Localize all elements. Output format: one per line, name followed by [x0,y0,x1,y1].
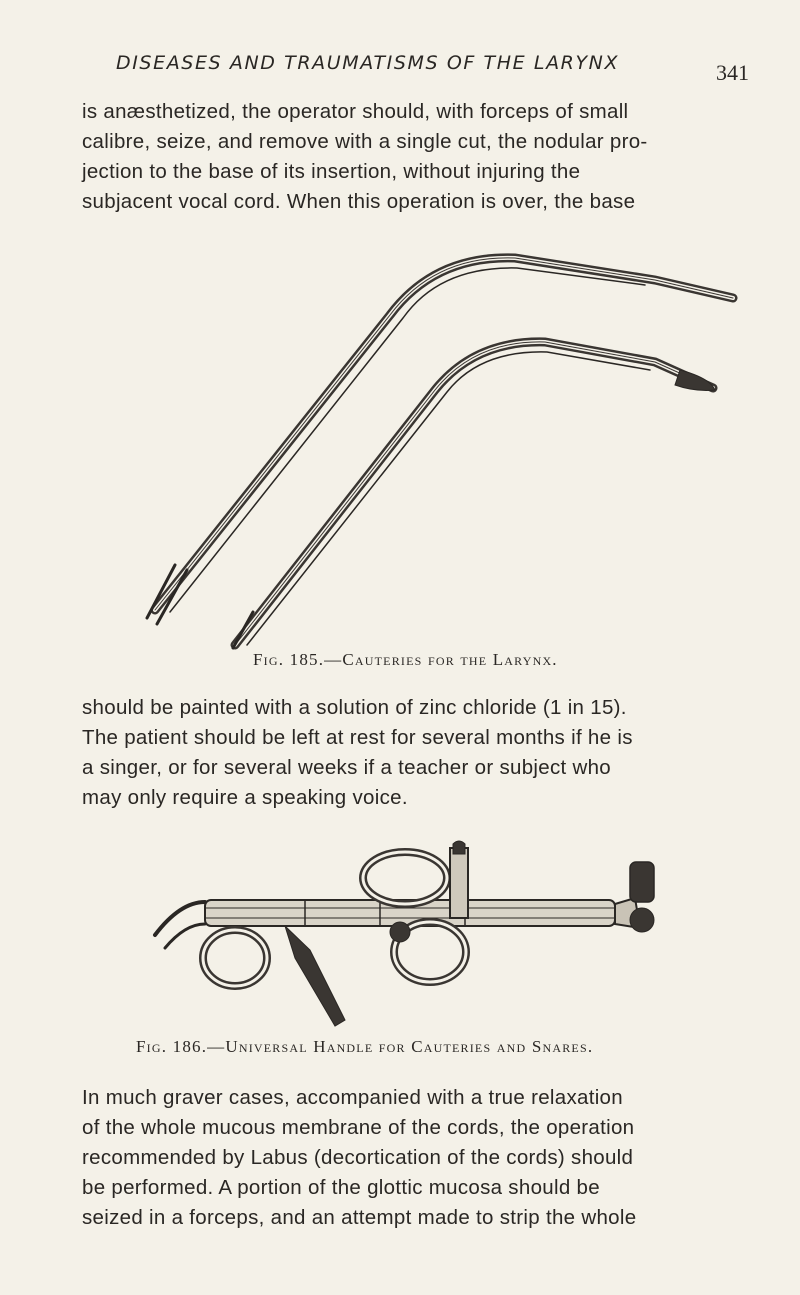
universal-handle-drawing [135,840,695,1035]
paragraph-2 [82,693,742,813]
paragraph-line: recommended by Labus (decortication of the cords) should [82,1146,634,1169]
paragraph-line: a singer, or for several weeks if a teacher or subject who [82,756,612,779]
paragraph-line: In much graver cases, accompanied with a true relaxation [82,1086,623,1109]
paragraph-line: may only require a speaking voice. [82,786,408,809]
cauteries-drawing [135,240,740,660]
paragraph-line: of the whole mucous membrane of the cords, the operation [82,1116,635,1139]
paragraph-line: jection to the base of its insertion, without injuring the [82,160,581,183]
universal-handle-icon [155,841,654,1026]
page-number: 341 [716,60,749,85]
figure-185-illustration [135,240,740,660]
paragraph-line: be performed. A portion of the glottic mucosa should be [82,1176,600,1199]
upper-cautery-icon [147,258,733,624]
paragraph-line: should be painted with a solution of zinc chloride (1 in 15). [82,696,627,719]
paragraph-line: is anæsthetized, the operator should, with forceps of small [82,100,629,123]
paragraph-line: calibre, seize, and remove with a single cut, the nodular pro- [82,130,648,153]
paragraph-line: The patient should be left at rest for several months if he is [82,726,633,749]
figure-185-caption: Fig. 185.—Cauteries for the Larynx. [253,650,558,669]
paragraph-1 [82,97,742,217]
paragraph-line: subjacent vocal cord. When this operation is over, the base [82,190,636,213]
paragraph-3 [82,1083,742,1233]
figure-186-illustration [135,840,695,1035]
running-title: DISEASES AND TRAUMATISMS OF THE LARYNX [116,52,620,74]
running-head [116,52,756,92]
paragraph-line: seized in a forceps, and an attempt made to strip the whole [82,1206,637,1229]
figure-186-caption: Fig. 186.—Universal Handle for Cauteries and Snares. [136,1037,594,1056]
lower-cautery-icon [233,342,715,648]
